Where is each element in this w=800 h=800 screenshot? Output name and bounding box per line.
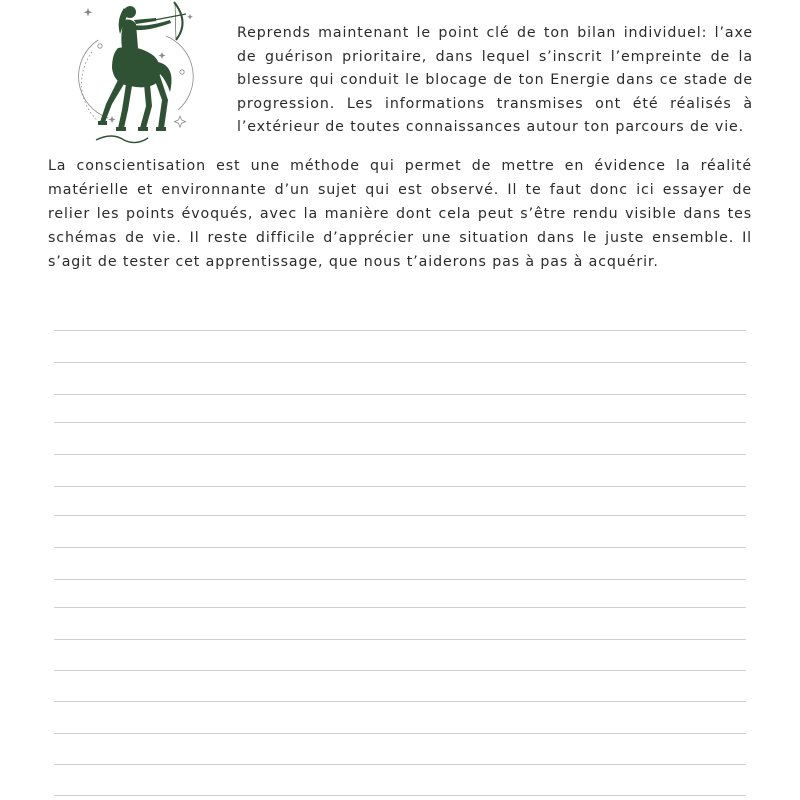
writing-line — [54, 394, 746, 395]
writing-line — [54, 701, 746, 702]
writing-line — [54, 733, 746, 734]
intro-paragraph: Reprends maintenant le point clé de ton bilan individuel: l’axe de guérison prioritaire, dans lequel s’inscrit l’empreinte de la blessure qui conduit le blocage de ton Energie dans ce stade de progression. Les informations transmises ont été réalisés à l’extérieur de toutes connaissances autour ton parcours de vie. — [237, 25, 753, 135]
writing-line — [54, 795, 746, 796]
writing-line — [54, 362, 746, 363]
writing-line — [54, 639, 746, 640]
writing-line — [54, 330, 746, 331]
writing-line — [54, 579, 746, 580]
writing-line — [54, 547, 746, 548]
writing-line — [54, 486, 746, 487]
writing-lines-area[interactable] — [54, 0, 746, 800]
writing-line — [54, 422, 746, 423]
writing-line — [54, 515, 746, 516]
writing-line — [54, 454, 746, 455]
writing-line — [54, 670, 746, 671]
body-paragraph: La conscientisation est une méthode qui permet de mettre en évidence la réalité matérielle et environnante d’un sujet qui est observé. Il te faut donc ici essayer de relier les points évoqués, avec la manière dont cela peut s’être rendu visible dans tes schémas de vie. Il reste difficile d’apprécier une situation dans le juste ensemble. Il s’agit de tester cet apprentissage, que nous t’aiderons pas à pas à acquérir. — [48, 158, 752, 270]
writing-line — [54, 607, 746, 608]
writing-line — [54, 764, 746, 765]
